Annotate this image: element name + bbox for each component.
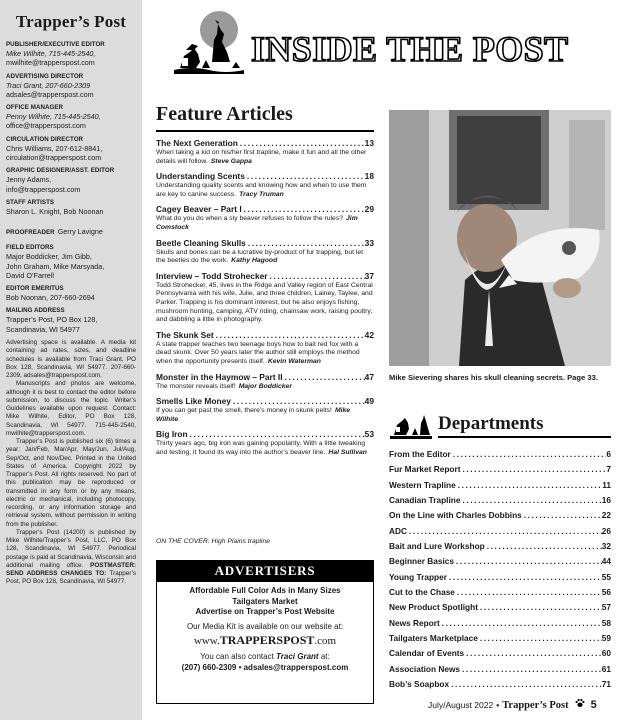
department-name: Calendar of Events [389, 648, 465, 659]
article-description [156, 215, 374, 232]
department-item[interactable] [389, 677, 611, 692]
fine-print-paragraph: Trapper’s Post is published six (6) times a year: Jan/Feb, Mar/Apr, May/Jun, Jul/Aug, Sep/Oct, and Nov/Dec. Printed in the United States of America. Copyright 2022 by Trapper’s Post. All rights reserved. No part of this publication may be reproduced or transmitted in any form or by any means, electric or mechanical, including photocopy, recording, or any information storage and retrieval system, without permission in writing from the publisher. [6, 438, 136, 528]
article-author: Major Boddicker [238, 382, 292, 390]
department-item[interactable] [389, 447, 611, 462]
article-page-number: 49 [364, 396, 374, 407]
article-heading[interactable] [156, 138, 374, 149]
article-page-number: 37 [364, 270, 374, 281]
departments-title: Departments [438, 413, 544, 434]
staff-detail: Major Boddicker, Jim Gibb, [6, 252, 92, 262]
staff-credit [6, 199, 136, 216]
article-summary: Understanding quality scents and knowing how and when to use them are key to canine success. [156, 182, 367, 198]
department-page-number: 71 [601, 679, 611, 690]
article-description [156, 149, 374, 166]
department-item[interactable] [389, 493, 611, 508]
url-suffix: .com [314, 635, 337, 648]
article-heading[interactable] [156, 204, 374, 215]
postal-address: Trapper’s Post, PO Box 128, Scandinavia, WI 54977. [6, 570, 137, 586]
tailgaters-market-line: Tailgaters Market [232, 596, 298, 606]
article-heading[interactable] [156, 171, 374, 182]
article-title: Understanding Scents [156, 171, 245, 182]
department-page-number: 32 [601, 541, 611, 552]
article-author: Steve Gappa [210, 157, 252, 165]
leader-dots [449, 677, 602, 692]
article-author: Kevin Waterman [267, 357, 321, 365]
article-title: Interview – Todd Strohecker [156, 270, 268, 281]
fine-print-paragraph: Manuscripts and photos are welcome, although it is best to contact the editor before submission, to discuss the topic. Writer’s Guidelines available upon request. Contact: Mike Wilhite, Editor, PO Box 128, Scandinavia, WI 54977. 715-445-2540, mwilhite@trapperspost.com. [6, 380, 136, 437]
department-page-number: 44 [601, 556, 611, 567]
staff-role: STAFF ARTISTS [6, 198, 55, 206]
fine-print-paragraph: Advertising space is available. A media kit containing ad rates, sizes, and deadline schedules is available from Traci Grant, PO Box 128, Scandinavia, WI 54977. 207-660-2309, adsales@trapperspost.com. [6, 339, 136, 380]
page-footer [428, 698, 597, 711]
article-description [156, 383, 374, 392]
staff-detail: office@trapperspost.com [6, 121, 86, 131]
leader-dots [245, 171, 365, 182]
article-description [156, 282, 374, 325]
staff-credit [6, 104, 136, 131]
department-page-number: 58 [601, 617, 611, 628]
photo-caption: Mike Sievering shares his skull cleaning secrets. Page 33. [389, 373, 598, 382]
feature-article [156, 330, 374, 367]
leader-dots [246, 238, 365, 249]
page-number: 5 [590, 699, 597, 711]
feature-articles-list [156, 138, 374, 462]
fine-print [6, 339, 136, 529]
department-page-number: 61 [601, 663, 611, 674]
staff-detail: David O’Farrell [6, 270, 54, 280]
leader-dots [455, 585, 602, 600]
leader-dots [242, 204, 365, 215]
website-advertise-line: Advertise on Trapper’s Post Website [195, 607, 335, 617]
feature-article [156, 396, 374, 424]
department-item[interactable] [389, 662, 611, 677]
article-title: Cagey Beaver – Part I [156, 204, 242, 215]
department-page-number: 11 [602, 479, 611, 490]
department-item[interactable] [389, 508, 611, 523]
section-divider [156, 130, 374, 132]
article-summary: If you can get past the smell, there’s money in skunk pelts! [156, 407, 332, 415]
article-heading[interactable] [156, 330, 374, 341]
staff-detail: Scandinavia, WI 54977 [6, 324, 80, 334]
leader-dots [451, 447, 607, 462]
article-title: The Skunk Set [156, 329, 214, 340]
article-author: Hal Sullivan [328, 448, 367, 456]
article-page-number: 33 [364, 237, 374, 248]
staff-detail: Chris Williams, 207-612-8841, [6, 143, 103, 153]
staff-detail: Traci Grant, 207-660-2309 [6, 80, 91, 90]
staff-detail: circulation@trapperspost.com [6, 153, 102, 163]
leader-dots [440, 616, 602, 631]
leader-dots [460, 662, 602, 677]
staff-detail: Trapper’s Post, PO Box 128, [6, 315, 98, 325]
department-item[interactable] [389, 554, 611, 569]
staff-detail: John Graham, Mike Marsyada, [6, 261, 105, 271]
leader-dots [460, 493, 601, 508]
article-summary: What do you do when a sly beaver refuses to follow the rules? [156, 215, 344, 223]
staff-list [6, 41, 136, 216]
staff-detail: Sharon L. Knight, Bob Noonan [6, 206, 104, 216]
staff-credit [6, 136, 136, 163]
leader-dots [214, 330, 365, 341]
page-heading: INSIDE THE POST [251, 29, 569, 69]
department-name: Canadian Trapline [389, 495, 461, 506]
article-page-number: 53 [364, 429, 374, 440]
department-page-number: 59 [601, 633, 611, 644]
article-heading[interactable] [156, 396, 374, 407]
staff-credit [6, 244, 136, 280]
department-name: Bait and Lure Workshop [389, 541, 485, 552]
department-page-number: 55 [601, 571, 611, 582]
masthead-title: Trapper’s Post [15, 12, 127, 31]
department-name: Western Trapline [389, 479, 456, 490]
ad-sizes-line: Affordable Full Color Ads in Many Sizes [189, 586, 341, 595]
staff-detail: adsales@trapperspost.com [6, 89, 94, 99]
article-summary: A state trapper teaches two teenage boys how to bait red fox with a dead skunk. Over 50 years later the author still employs the method when the opportunity presents itself. [156, 340, 360, 365]
staff-role: CIRCULATION DIRECTOR [6, 135, 84, 143]
media-kit-line: Our Media Kit is available on our website at: [186, 621, 344, 631]
article-summary: Skulls and bones can be a lucrative by-product of fur trapping, but let the beetles do the work. [156, 248, 364, 265]
feature-articles-title: Feature Articles [156, 103, 293, 125]
postal-text: Trapper’s Post (14200) is published by Mike Wilhite/Trapper’s Post, LLC, PO Box 128, Scandinavia, WI 54977. Periodical postage is paid at Scandinavia, Wisconsin and additional mailing office. [6, 528, 136, 569]
staff-detail: Bob Noonan, 207-660-2694 [6, 293, 95, 303]
issue-date: July/August 2022 [428, 700, 494, 710]
article-summary: When taking a kid on his/her first trapline, make it fun and all the other details will follow. [156, 149, 367, 165]
article-title: Monster in the Haymow – Part II [156, 371, 283, 382]
article-page-number: 18 [364, 171, 374, 182]
cover-value: High Plains trapline [211, 538, 271, 545]
department-name: Young Trapper [389, 571, 447, 582]
leader-dots [283, 372, 365, 383]
article-author: Kathy Hagood [231, 257, 278, 265]
staff-role: FIELD EDITORS [6, 244, 54, 252]
department-page-number: 7 [606, 464, 611, 475]
staff-detail: Penny Wilhite, 715-445-2540, [6, 112, 101, 122]
article-title: Beetle Cleaning Skulls [156, 237, 246, 248]
staff-credit [6, 285, 136, 302]
article-title: Smells Like Money [156, 396, 231, 407]
department-name: Beginner Basics [389, 556, 455, 567]
leader-dots [485, 539, 602, 554]
department-page-number: 26 [601, 525, 611, 536]
department-item[interactable] [389, 570, 611, 585]
article-description [156, 440, 374, 457]
leader-dots [454, 554, 602, 569]
staff-role: OFFICE MANAGER [6, 104, 64, 112]
staff-credit [6, 307, 136, 334]
url-prefix: www. [193, 635, 220, 648]
contact-suffix: at: [320, 652, 330, 662]
article-page-number: 29 [364, 204, 374, 215]
article-summary: The monster reveals itself! [156, 382, 236, 390]
leader-dots [268, 271, 365, 282]
contact-name: Traci Grant [276, 652, 319, 662]
department-item[interactable] [389, 646, 611, 661]
department-item[interactable] [389, 585, 611, 600]
article-page-number: 47 [364, 371, 374, 382]
department-name: ADC [389, 525, 407, 536]
department-name: News Report [389, 617, 440, 628]
advertisers-box [156, 560, 374, 704]
leader-dots [522, 508, 602, 523]
article-heading[interactable] [156, 372, 374, 383]
feature-article [156, 238, 374, 266]
article-author: Tracy Truman [239, 190, 284, 198]
department-page-number: 56 [601, 587, 611, 598]
staff-detail: mwilhite@trapperspost.com [6, 58, 95, 68]
url-brand: TRAPPERSPOST [219, 633, 315, 648]
article-description [156, 341, 374, 367]
staff-detail: Jenny Adams, [6, 175, 52, 185]
contact-details: (207) 660-2309 • adsales@trapperspost.com [181, 662, 349, 672]
leader-dots [231, 396, 365, 407]
department-name: Association News [389, 663, 461, 674]
leader-dots [478, 600, 602, 615]
staff-credit [6, 41, 136, 68]
contact-line [157, 652, 373, 663]
article-page-number: 42 [364, 329, 374, 340]
feature-article [156, 271, 374, 325]
article-summary: Todd Strohecker, 45, lives in the Ridge and Valley region of East Central Pennsylvania with his wife, Julie, and three children, Lainey, Taylee, and Parker. Trapping is his dominant interest, but he also enjoys fishing, mushroom hunting, camping, ATV riding, chainsaw work, raising poultry, and dabbling a little in photography. [156, 281, 373, 324]
feature-article [156, 138, 374, 166]
department-page-number: 6 [606, 449, 611, 459]
department-name: Tailgaters Marketplace [389, 633, 478, 644]
article-author: Jim Comstock [156, 215, 358, 231]
leader-dots [460, 462, 606, 477]
article-author: Mike Wilhite [156, 407, 351, 423]
departments-list [389, 447, 611, 693]
feature-article [156, 372, 374, 392]
article-summary: Thirty years ago, big iron was gaining popularity. With a little tweaking and testing, it found its way into the author’s beaver line. [156, 440, 366, 456]
article-title: Big Iron [156, 429, 188, 440]
staff-role: EDITOR EMERITUS [6, 285, 64, 293]
department-name: On the Line with Charles Dobbins [389, 510, 522, 521]
article-title: The Next Generation [156, 138, 238, 148]
postal-notice [6, 529, 136, 587]
article-page-number: 13 [364, 138, 374, 148]
department-item[interactable] [389, 524, 611, 539]
cover-caption [156, 538, 270, 545]
department-name: Fur Market Report [389, 464, 461, 475]
cover-photo [389, 110, 611, 366]
department-item[interactable] [389, 539, 611, 554]
website-link[interactable] [157, 633, 373, 648]
leader-dots [464, 646, 602, 661]
staff-role: MAILING ADDRESS [6, 307, 65, 315]
section-divider [438, 436, 611, 438]
feature-article [156, 429, 374, 457]
staff-credit [6, 73, 136, 100]
department-item[interactable] [389, 616, 611, 631]
leader-dots [456, 478, 603, 493]
publication-name: Trapper’s Post [502, 700, 569, 711]
article-description [156, 249, 374, 266]
staff-role: PROOFREADER [6, 229, 55, 237]
staff-role: ADVERTISING DIRECTOR [6, 72, 84, 80]
staff-detail: Mike Wilhite, 715-445-2540, [6, 49, 96, 58]
department-name: New Product Spotlight [389, 602, 478, 613]
leader-dots [407, 524, 602, 539]
article-description [156, 182, 374, 199]
department-item[interactable] [389, 478, 611, 493]
leader-dots [478, 631, 602, 646]
department-page-number: 16 [601, 495, 611, 506]
department-page-number: 22 [601, 510, 611, 521]
staff-list-secondary [6, 244, 136, 334]
staff-credit [6, 167, 136, 194]
wolf-campfire-icon [390, 409, 432, 439]
article-heading[interactable] [156, 271, 374, 282]
article-heading[interactable] [156, 238, 374, 249]
cover-label: ON THE COVER: [156, 538, 210, 545]
feature-article [156, 171, 374, 199]
staff-detail: info@trapperspost.com [6, 184, 81, 194]
proofreader-credit [6, 221, 136, 239]
department-page-number: 57 [601, 602, 611, 613]
wolf-moon-logo-icon [172, 10, 246, 82]
article-description [156, 407, 374, 424]
advertisers-banner: ADVERTISERS [157, 561, 373, 582]
footer-separator: • [496, 700, 500, 710]
staff-role: GRAPHIC DESIGNER/ASST. EDITOR [6, 167, 115, 175]
contact-prefix: You can also contact [200, 652, 274, 662]
staff-name: Gerry Lavigne [57, 227, 103, 237]
staff-role: PUBLISHER/EXECUTIVE EDITOR [6, 41, 105, 48]
postmaster-notice: POSTMASTER: SEND ADDRESS CHANGES TO: [6, 561, 136, 578]
feature-article [156, 204, 374, 232]
leader-dots [447, 570, 602, 585]
paw-print-icon [575, 698, 585, 708]
leader-dots [238, 138, 365, 149]
article-heading[interactable] [156, 429, 374, 440]
department-page-number: 60 [601, 648, 611, 659]
department-item[interactable] [389, 462, 611, 477]
leader-dots [188, 429, 365, 440]
department-item[interactable] [389, 631, 611, 646]
department-name: Cut to the Chase [389, 587, 455, 598]
department-item[interactable] [389, 600, 611, 615]
department-name: From the Editor [389, 449, 451, 459]
department-name: Bob’s Soapbox [389, 679, 450, 690]
masthead-sidebar [0, 0, 142, 720]
